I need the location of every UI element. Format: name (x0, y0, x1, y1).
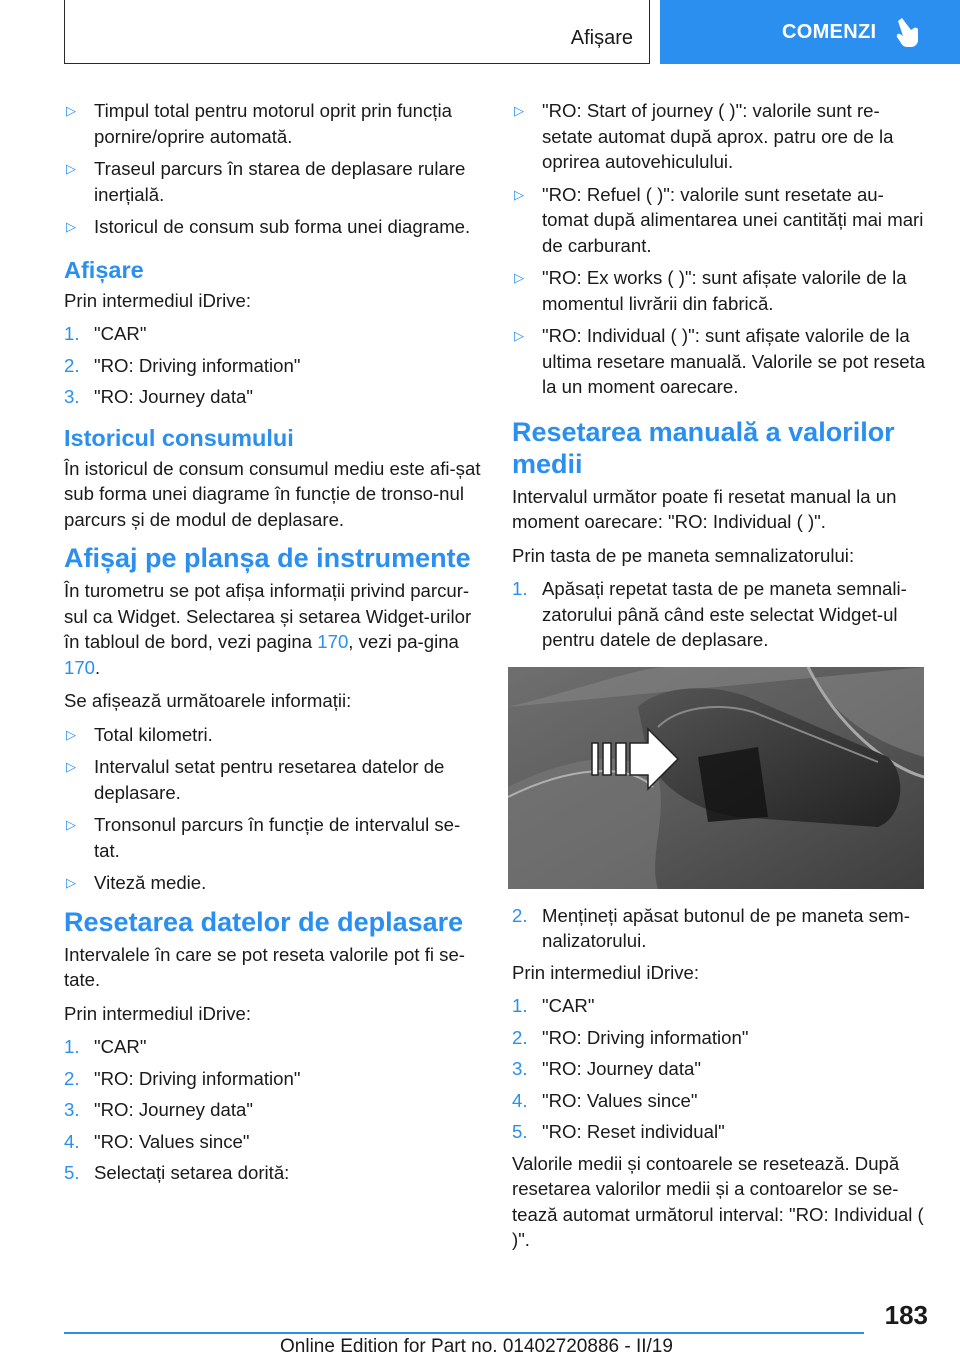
section-heading-manual-reset: Resetarea manuală a valorilor medii (512, 416, 895, 479)
list-item: 1. "CAR" (512, 995, 595, 1016)
paragraph: Prin tasta de pe maneta semnalizatorului: (512, 544, 855, 566)
list-item: 1. Apăsați repetat tasta de pe maneta semnali-zatorului până când este selectat Widget-ul pentru datele de deplasare. (512, 578, 907, 650)
list-item: ▷ "RO: Ex works ( )": sunt afișate valorile de la momentul livrării din fabrică. (512, 265, 930, 316)
triangle-bullet-icon: ▷ (514, 103, 524, 118)
list-item: ▷ "RO: Start of journey ( )": valorile sunt re-setate automat după aprox. patru ore de la oprirea autovehiculului. (512, 98, 930, 175)
page-link[interactable]: 170 (317, 631, 349, 652)
list-item: 1. "CAR" (64, 323, 147, 344)
triangle-bullet-icon: ▷ (66, 726, 76, 742)
page-number: 183 (884, 1300, 928, 1330)
triangle-bullet-icon: ▷ (66, 817, 76, 832)
page-link[interactable]: 170 (64, 656, 96, 678)
paragraph: Intervalul următor poate fi resetat manual la un moment oarecare: "RO: Individual ( )". (512, 485, 897, 532)
list-item: 2. "RO: Driving information" (64, 354, 301, 376)
paragraph: Valorile medii și contoarele se resetează. După resetarea valorilor medii și a contoarelor se se-tează automat următorul interval: "RO: Individual ( )". (512, 1152, 924, 1250)
list-item: ▷ Timpul total pentru motorul oprit prin funcția pornire/oprire automată. (64, 98, 482, 149)
section-heading-istoric: Istoricul consumului (64, 424, 294, 451)
list-item: ▷ Tronsonul parcurs în funcție de intervalul se-tat. (64, 812, 482, 863)
paragraph: Prin intermediul iDrive: (64, 1002, 252, 1024)
list-item: 3. "RO: Journey data" (64, 386, 253, 407)
list-item: ▷ "RO: Individual ( )": sunt afișate valorile de la ultima resetare manuală. Valorile se pot reseta la un moment oarecare. (512, 323, 930, 400)
triangle-bullet-icon: ▷ (66, 103, 76, 118)
triangle-bullet-icon: ▷ (514, 328, 524, 343)
list-item: 5. "RO: Reset individual" (512, 1121, 725, 1142)
paragraph: Intervalele în care se pot reseta valorile pot fi se-tate. (64, 943, 466, 990)
paragraph: În turometru se pot afișa informații privind parcur-sul ca Widget. Selectarea și setarea Widget-urilor în tabloul de bord, vezi pagina 170, vezi pa-gina 170. (64, 580, 472, 678)
page-header (0, 0, 960, 66)
right-column (512, 98, 930, 1261)
list-item: ▷ "RO: Refuel ( )": valorile sunt resetate au-tomat după alimentarea unei cantități mai mari de carburant. (512, 182, 930, 259)
list-item: ▷ Traseul parcurs în starea de deplasare rulare inerțială. (64, 156, 482, 207)
list-item: ▷ Total kilometri. (64, 722, 482, 748)
list-item: 2. Mențineți apăsat butonul de pe maneta sem-nalizatorului. (512, 904, 910, 951)
header-section-title: Afișare (570, 27, 633, 49)
paragraph: Prin intermediul iDrive: (64, 289, 252, 311)
list-item: ▷ Intervalul setat pentru resetarea datelor de deplasare. (64, 754, 482, 805)
triangle-bullet-icon: ▷ (66, 161, 76, 176)
list-item: ▷ Istoricul de consum sub forma unei diagrame. (64, 214, 482, 240)
triangle-bullet-icon: ▷ (514, 270, 524, 285)
footer-edition-text: Online Edition for Part no. 01402720886 - II/19 (280, 1336, 673, 1357)
header-frame (64, 0, 650, 64)
list-item: 4. "RO: Values since" (64, 1130, 250, 1152)
list-item: 1. "CAR" (64, 1036, 147, 1057)
turn-signal-lever-illustration (508, 667, 924, 889)
list-item: ▷ Viteză medie. (64, 870, 482, 896)
left-column (64, 98, 482, 1192)
triangle-bullet-icon: ▷ (66, 875, 76, 890)
footer-divider (64, 1332, 864, 1334)
list-item: 3. "RO: Journey data" (64, 1099, 253, 1120)
pointing-hand-icon (894, 17, 920, 47)
section-heading-afisare: Afișare (64, 256, 144, 283)
paragraph: Se afișează următoarele informații: (64, 690, 352, 711)
header-chapter-label: COMENZI (782, 20, 877, 43)
paragraph: Prin intermediul iDrive: (512, 961, 700, 983)
list-item: 2. "RO: Driving information" (512, 1026, 749, 1048)
section-heading-plansa: Afișaj pe planșa de instrumente (64, 543, 471, 573)
section-heading-reset: Resetarea datelor de deplasare (64, 906, 464, 937)
triangle-bullet-icon: ▷ (514, 186, 524, 202)
list-item: 3. "RO: Journey data" (512, 1058, 701, 1079)
list-item: 2. "RO: Driving information" (64, 1067, 301, 1089)
list-item: 4. "RO: Values since" (512, 1089, 698, 1111)
paragraph: În istoricul de consum consumul mediu este afi-șat sub forma unei diagrame în funcție de tronso-nul parcurs și de modul de deplasare. (64, 457, 481, 530)
triangle-bullet-icon: ▷ (66, 219, 76, 234)
list-item: 5. Selectați setarea dorită: (64, 1162, 290, 1183)
header-chapter-tab[interactable] (660, 0, 960, 64)
triangle-bullet-icon: ▷ (66, 759, 76, 774)
